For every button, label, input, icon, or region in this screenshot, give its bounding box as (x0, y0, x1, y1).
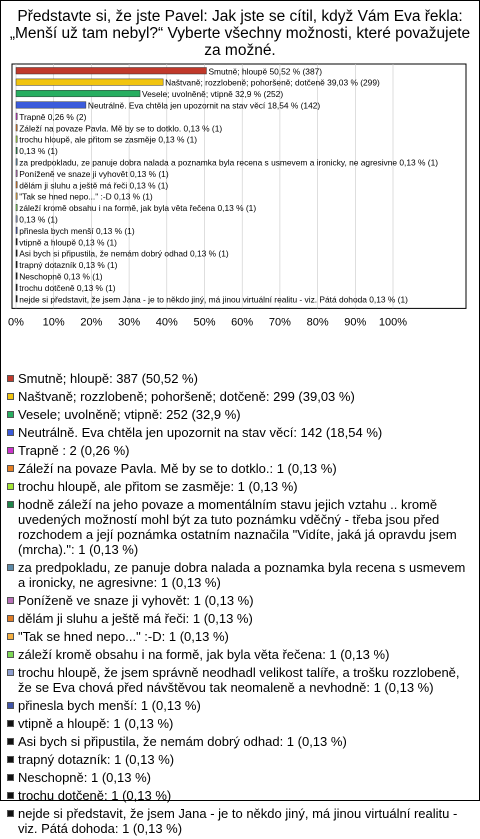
legend-text: hodně záleží na jeho povaze a momentálním stavu jejich vztahu .. kromě uvedených možností mohl být za tuto poznámku vděčný - třeba jsou před rozchodem a její poznámka ostatním naznačila "Vidíte, jaká já opravdu jsem (mrcha).": 1 (0,13 %) (18, 497, 457, 557)
bar (16, 273, 17, 280)
legend-item (7, 425, 475, 440)
legend-text: nejde si představit, že jsem Jana - je to někdo jiný, má jinou virtuální realitu - viz. Pátá dohoda: 1 (0,13 %) (18, 806, 458, 836)
bar-label: "Tak se hned nepo..." :-D 0,13 % (1) (19, 191, 153, 202)
bar (16, 102, 86, 109)
legend-item (7, 443, 475, 458)
bar (16, 147, 17, 154)
x-tick-label: 20% (80, 316, 103, 329)
x-tick-label: 30% (118, 316, 141, 329)
legend-item (7, 371, 475, 386)
legend-text: Neschopně: 1 (0,13 %) (18, 770, 151, 785)
legend-marker (7, 429, 14, 436)
legend-text: Naštvaně; rozzlobeně; pohoršeně; dotčeně: 299 (39,03 %) (18, 389, 355, 404)
legend-marker (7, 411, 14, 418)
legend-marker (7, 465, 14, 472)
legend-item (7, 560, 475, 590)
legend-item (7, 611, 475, 626)
legend-marker (7, 702, 14, 709)
legend-item (7, 497, 475, 557)
x-tick-label: 10% (42, 316, 65, 329)
legend-text: Vesele; uvolněně; vtipně: 252 (32,9 %) (18, 407, 241, 422)
legend-text: vtipně a hloupě: 1 (0,13 %) (18, 716, 174, 731)
bar (16, 159, 17, 166)
legend-text: "Tak se hned nepo..." :-D: 1 (0,13 %) (18, 629, 229, 644)
legend-text: trapný dotazník: 1 (0,13 %) (18, 752, 175, 767)
legend-item (7, 461, 475, 476)
bar-label: Smutně; hloupě 50,52 % (387) (208, 66, 323, 77)
bar (16, 227, 17, 234)
legend-marker (7, 669, 14, 676)
legend-text: trochu dotčeně: 1 (0,13 %) (18, 788, 172, 803)
legend-item (7, 407, 475, 422)
legend-marker (7, 447, 14, 454)
legend-marker (7, 633, 14, 640)
legend-item (7, 806, 475, 836)
legend-text: Poníženě ve snaze ji vyhovět: 1 (0,13 %) (18, 593, 254, 608)
legend-text: Trapně : 2 (0,26 %) (18, 443, 130, 458)
legend-item (7, 647, 475, 662)
bar (16, 113, 17, 120)
legend-text: trochu hloupě, že jsem správně neodhadl velikost talíře, a trošku rozzlobeně, že se Eva chová před návštěvou tak neomaleně a nevhodně: 1 (0,13 %) (18, 665, 460, 695)
bar (16, 182, 17, 189)
bar-label: Záleží na povaze Pavla. Mě by se to dotklo. 0,13 % (1) (19, 123, 223, 134)
x-tick-label: 70% (268, 316, 291, 329)
bar-label: trochu dotčeně 0,13 % (1) (19, 282, 116, 293)
x-tick-label: 0% (8, 316, 24, 329)
bar-label: vtipně a hloupě 0,13 % (1) (19, 237, 117, 248)
x-tick-label: 60% (231, 316, 254, 329)
legend-marker (7, 483, 14, 490)
x-tick-label: 90% (344, 316, 367, 329)
legend-item (7, 770, 475, 785)
bar (16, 79, 163, 86)
legend-text: Záleží na povaze Pavla. Mě by se to dotklo.: 1 (0,13 %) (18, 461, 337, 476)
legend-marker (7, 651, 14, 658)
bar (16, 136, 17, 143)
legend-marker (7, 501, 14, 508)
bar (16, 193, 17, 200)
legend-item (7, 389, 475, 404)
chart-legend (7, 371, 475, 839)
bar-label: Vesele; uvolněně; vtipně 32,9 % (252) (142, 89, 284, 100)
legend-text: přinesla bych menší: 1 (0,13 %) (18, 698, 201, 713)
bar (16, 125, 17, 132)
bar (16, 239, 17, 246)
legend-text: záleží kromě obsahu i na formě, jak byla věta řečena: 1 (0,13 %) (18, 647, 390, 662)
bar-label: Asi bych si připustila, že nemám dobrý odhad 0,13 % (1) (19, 248, 229, 259)
bar-label: Poníženě ve snaze ji vyhovět 0,13 % (1) (19, 168, 169, 179)
legend-item (7, 734, 475, 749)
x-tick-label: 100% (378, 316, 408, 329)
bar-label: záleží kromě obsahu i na formě, jak byla věta řečena 0,13 % (1) (19, 203, 257, 214)
legend-item (7, 716, 475, 731)
legend-text: Neutrálně. Eva chtěla jen upozornit na stav věcí: 142 (18,54 %) (18, 425, 383, 440)
bar (16, 261, 17, 268)
legend-item (7, 698, 475, 713)
legend-text: trochu hloupě, ale přitom se zasměje: 1 (0,13 %) (18, 479, 298, 494)
x-tick-label: 50% (193, 316, 216, 329)
legend-marker (7, 564, 14, 571)
legend-text: za predpokladu, ze panuje dobra nalada a poznamka byla recena s usmevem a ironicky, ne agresivne: 1 (0,13 %) (18, 560, 466, 590)
legend-item (7, 629, 475, 644)
legend-marker (7, 738, 14, 745)
bar (16, 296, 17, 303)
bar-label: Neschopně 0,13 % (1) (19, 271, 103, 282)
legend-item (7, 593, 475, 608)
legend-marker (7, 792, 14, 799)
bar-label: přinesla bych menší 0,13 % (1) (19, 225, 135, 236)
legend-text: dělám ji sluhu a ještě má řeči: 1 (0,13 %) (18, 611, 253, 626)
bar (16, 204, 17, 211)
bar-label: 0,13 % (1) (19, 214, 58, 225)
bar (16, 170, 17, 177)
legend-item (7, 479, 475, 494)
legend-text: Asi bych si připustila, že nemám dobrý odhad: 1 (0,13 %) (18, 734, 347, 749)
legend-marker (7, 615, 14, 622)
bar-label: trochu hloupě, ale přitom se zasměje 0,13 % (1) (19, 134, 198, 145)
legend-item (7, 665, 475, 695)
legend-marker (7, 756, 14, 763)
bar (16, 250, 17, 257)
legend-marker (7, 810, 14, 817)
legend-text: Smutně; hloupě: 387 (50,52 %) (18, 371, 198, 386)
x-tick-label: 40% (155, 316, 178, 329)
bar-label: Neutrálně. Eva chtěla jen upozornit na stav věcí 18,54 % (142) (87, 100, 321, 111)
legend-item (7, 752, 475, 767)
bar (16, 284, 17, 291)
bar-label: Naštvaně; rozzlobeně; pohoršeně; dotčeně 39,03 % (299) (165, 77, 380, 88)
x-tick-label: 80% (306, 316, 329, 329)
bar-label: 0,13 % (1) (19, 146, 58, 157)
legend-marker (7, 720, 14, 727)
legend-marker (7, 375, 14, 382)
bar-chart (0, 0, 480, 370)
bar-label: Trapně 0,26 % (2) (19, 111, 87, 122)
bar (16, 216, 17, 223)
bar-label: za predpokladu, ze panuje dobra nalada a poznamka byla recena s usmevem a ironicky, ne agresivne 0,13 % (1) (19, 157, 439, 168)
legend-marker (7, 774, 14, 781)
bar-label: dělám ji sluhu a ještě má řeči 0,13 % (1) (19, 180, 169, 191)
legend-marker (7, 393, 14, 400)
bar-label: nejde si představit, že jsem Jana - je to někdo jiný, má jinou virtuální realitu - viz. Pátá dohoda 0,13 % (1) (19, 294, 408, 305)
bar (16, 90, 140, 97)
bar (16, 68, 206, 75)
legend-marker (7, 597, 14, 604)
chart-title: Představte si, že jste Pavel: Jak jste se cítil, když Vám Eva řekla: „Menší už tam nebyl?“ Vyberte všechny možnosti, které považujete za možné. (9, 8, 471, 59)
bar-label: trapný dotazník 0,13 % (1) (19, 260, 118, 271)
